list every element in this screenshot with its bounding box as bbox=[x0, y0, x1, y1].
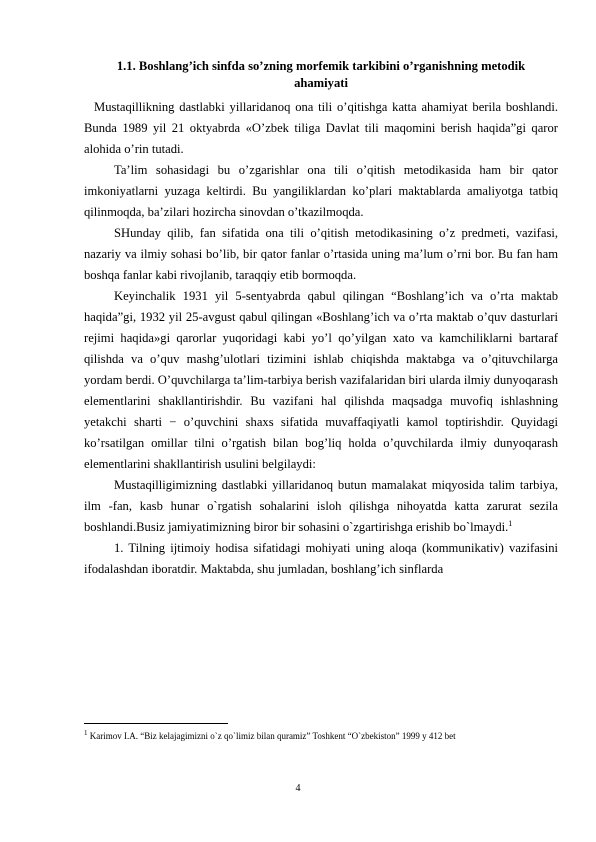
footnote-separator bbox=[84, 723, 228, 724]
page-number: 4 bbox=[295, 783, 301, 794]
paragraph-5 bbox=[84, 475, 558, 538]
footnote bbox=[84, 730, 558, 742]
section-heading-line-2: ahamiyati bbox=[294, 76, 348, 90]
body-text bbox=[84, 97, 558, 580]
footnote-reference[interactable]: 1 bbox=[508, 518, 513, 528]
section-heading-line-1: 1.1. Boshlang’ich sinfda so’zning morfemik tarkibini o’rganishning metodik bbox=[116, 59, 526, 73]
footnote-text: Karimov I.A. “Biz kelajagimizni o`z qo`limiz bilan quramiz” Toshkent “O`zbekiston” 1999 y 412 bet bbox=[89, 731, 456, 741]
paragraph-1: Mustaqillikning dastlabki yillaridanoq ona tili o’qitishga katta ahamiyat berila boshlandi. Bunda 1989 yil 21 oktyabrda «O’zbek tiliga Davlat tili maqomini berish haqida”gi qaror alohida o’rin tutadi. bbox=[84, 100, 558, 156]
footnote-marker: 1 bbox=[84, 729, 88, 737]
paragraph-2: Ta’lim sohasidagi bu o’zgarishlar ona tili o’qitish metodikasida ham bir qator imkoniyatlarni yuzaga keltirdi. Bu yangiliklardan ko’plari maktablarda amaliyotga tatbiq qilinmoqda, ba’zilari hozircha sinovdan o’tkazilmoqda. bbox=[84, 163, 558, 219]
section-heading bbox=[84, 58, 558, 92]
paragraph-3: SHunday qilib, fan sifatida ona tili o’qitish metodikasining o’z predmeti, vazifasi, nazariy va ilmiy sohasi bo’lib, bir qator fanlar o’rtasida uning ma’lum o’rni bor. Bu fan ham boshqa fanlar kabi rivojlanib, taraqqiy etib bormoqda. bbox=[84, 226, 558, 282]
paragraph-5-text: Mustaqilligimizning dastlabki yillaridanoq butun mamalakat miqyosida talim tarbiya, ilm -fan, kasb hunar o`rgatish sohalarini isloh qilishga nihoyatda katta zarurat sezila boshlandi.Busiz jamiyatimizning biror bir sohasini o`zgartirishga erishib bo`lmaydi. bbox=[84, 478, 558, 534]
paragraph-6: 1. Tilning ijtimoiy hodisa sifatidagi mohiyati uning aloqa (kommunikativ) vazifasini ifodalashdan iboratdir. Maktabda, shu jumladan, boshlang’ich sinflarda bbox=[84, 541, 558, 576]
paragraph-4: Keyinchalik 1931 yil 5-sentyabrda qabul qilingan “Boshlang’ich va o’rta maktab haqida”gi, 1932 yil 25-avgust qabul qilingan «Boshlang’ich va o’rta maktab o’quv dasturlari rejimi haqida»gi qarorlar yuqoridagi kabi yo’l qo’yilgan xato va kamchiliklarni bartaraf qilishda va o’quv mashg’ulotlari tizimini ishlab chiqishda maktabga va o’qituvchilarga yordam berdi. O’quvchilarga ta’lim-tarbiya berish vazifalaridan biri ularda ilmiy dunyoqarash elementlarini shakllantirishdir. Bu vazifani hal qilishda maqsadga muvofiq ishlashning yetakchi sharti − o’quvchini shaxs sifatida muvaffaqiyatli kamol toptirishdir. Quyidagi ko’rsatilgan omillar tilni o’rgatish bilan bog’liq holda o’quvchilarda ilmiy dunyoqarash elementlarini shakllantirish usulini belgilaydi: bbox=[84, 289, 558, 471]
